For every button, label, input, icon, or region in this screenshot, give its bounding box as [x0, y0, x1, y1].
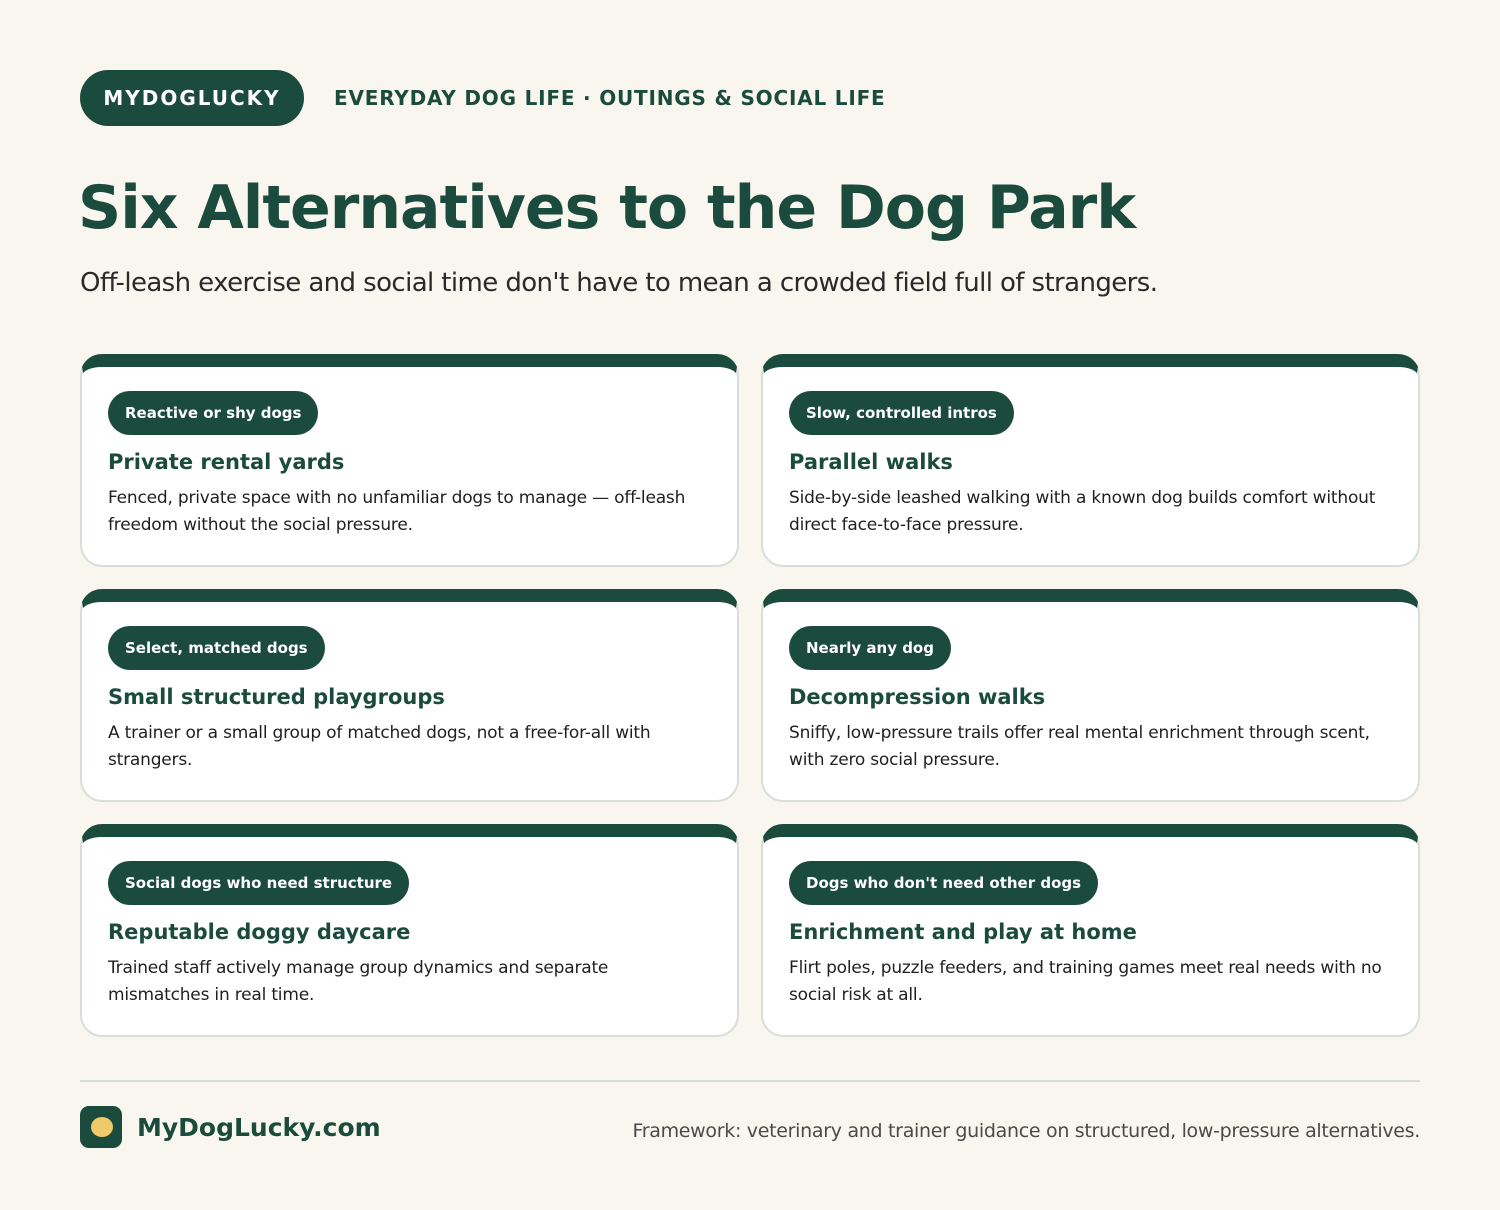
- brand-badge[interactable]: MYDOGLUCKY: [80, 70, 304, 126]
- card-description: Trained staff actively manage group dynamics and separate mismatches in real time.: [108, 958, 609, 1005]
- footer-site-link[interactable]: MyDogLucky.com: [137, 1112, 381, 1142]
- page-title: Six Alternatives to the Dog Park: [78, 173, 1136, 243]
- card-description: Flirt poles, puzzle feeders, and training games meet real needs with no social risk at all.: [789, 958, 1382, 1005]
- card-title: Parallel walks: [789, 450, 953, 474]
- audience-tag: Dogs who don't need other dogs: [789, 861, 1098, 905]
- logo-dot: [91, 1117, 113, 1137]
- audience-tag: Social dogs who need structure: [108, 861, 409, 905]
- card-title: Private rental yards: [108, 450, 345, 474]
- card-private-rental-yards: [80, 354, 739, 567]
- audience-tag: Select, matched dogs: [108, 626, 325, 670]
- logo-icon: [80, 1106, 122, 1148]
- card-title: Reputable doggy daycare: [108, 920, 411, 944]
- card-decompression-walks: [761, 589, 1420, 802]
- category-breadcrumb: EVERYDAY DOG LIFE · OUTINGS & SOCIAL LIFE: [334, 86, 886, 110]
- card-reputable-doggy-daycare: [80, 824, 739, 1037]
- audience-tag: Reactive or shy dogs: [108, 391, 318, 435]
- audience-tag: Slow, controlled intros: [789, 391, 1014, 435]
- footer-divider: [80, 1080, 1420, 1082]
- header: [80, 70, 886, 126]
- audience-tag: Nearly any dog: [789, 626, 951, 670]
- card-enrichment-at-home: [761, 824, 1420, 1037]
- card-title: Enrichment and play at home: [789, 920, 1137, 944]
- card-title: Small structured playgroups: [108, 685, 445, 709]
- card-description: Side-by-side leashed walking with a known dog builds comfort without direct face-to-face pressure.: [789, 488, 1376, 535]
- card-description: Fenced, private space with no unfamiliar dogs to manage — off-leash freedom without the social pressure.: [108, 488, 686, 535]
- footer-logo[interactable]: [80, 1106, 381, 1148]
- page-subtitle: Off-leash exercise and social time don't have to mean a crowded field full of strangers.: [80, 268, 1158, 298]
- footer-source-note: Framework: veterinary and trainer guidance on structured, low-pressure alternatives.: [632, 1120, 1420, 1142]
- card-description: Sniffy, low-pressure trails offer real mental enrichment through scent, with zero social pressure.: [789, 723, 1370, 770]
- card-parallel-walks: [761, 354, 1420, 567]
- card-title: Decompression walks: [789, 685, 1046, 709]
- card-description: A trainer or a small group of matched dogs, not a free-for-all with strangers.: [108, 723, 651, 770]
- alternatives-grid: [80, 354, 1420, 1037]
- card-small-structured-playgroups: [80, 589, 739, 802]
